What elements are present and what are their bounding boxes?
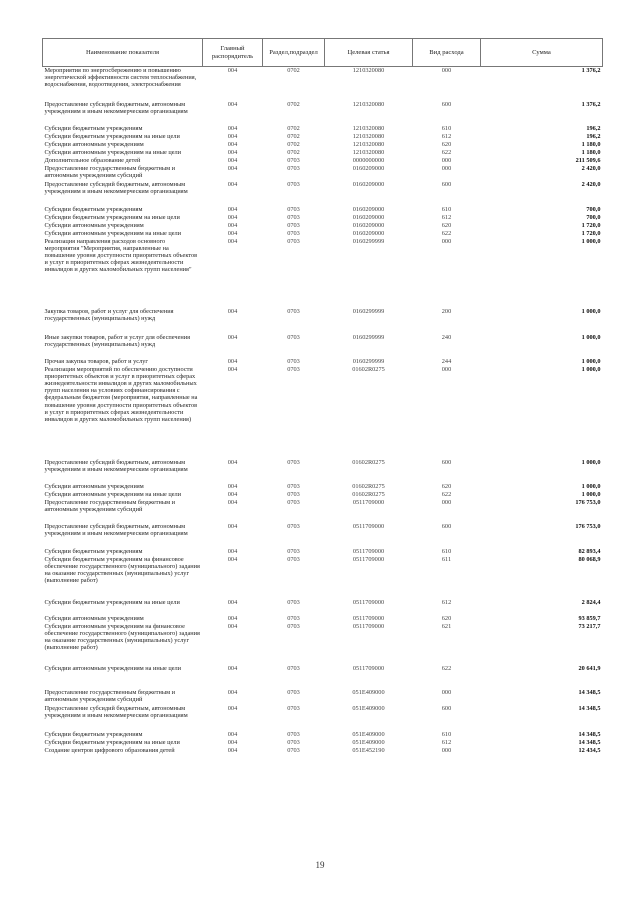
row-expense-code: 610 xyxy=(441,124,452,132)
row-manager-code: 004 xyxy=(227,614,238,622)
row-sum: 2 420,0 xyxy=(581,180,601,188)
row-expense-code: 600 xyxy=(441,704,452,712)
table-row xyxy=(43,141,603,149)
row-section-code: 0703 xyxy=(287,307,300,315)
row-expense-code: 000 xyxy=(441,164,452,172)
row-sum: 14 348,5 xyxy=(578,688,601,696)
row-sum: 1 000,0 xyxy=(581,458,601,466)
row-manager-code: 004 xyxy=(227,688,238,696)
row-manager-code: 004 xyxy=(227,156,238,164)
row-manager-code: 004 xyxy=(227,164,238,172)
row-article-code: 0511709000 xyxy=(352,547,385,555)
row-sum: 196,2 xyxy=(586,132,601,140)
row-article-code: 051E409000 xyxy=(352,730,385,738)
row-name: Субсидии автономным учреждениям xyxy=(44,221,144,229)
row-expense-code: 600 xyxy=(441,458,452,466)
row-section-code: 0703 xyxy=(287,688,300,696)
row-manager-code: 004 xyxy=(227,664,238,672)
row-sum: 1 720,0 xyxy=(581,229,601,237)
row-expense-code: 612 xyxy=(441,598,452,606)
row-expense-code: 000 xyxy=(441,67,452,74)
table-row xyxy=(43,491,603,499)
row-sum: 14 348,5 xyxy=(578,730,601,738)
row-section-code: 0703 xyxy=(287,213,300,221)
row-expense-code: 600 xyxy=(441,100,452,108)
row-section-code: 0702 xyxy=(287,148,300,156)
row-sum: 1 000,0 xyxy=(581,365,601,373)
row-section-code: 0703 xyxy=(287,205,300,213)
row-expense-code: 612 xyxy=(441,132,452,140)
row-section-code: 0703 xyxy=(287,357,300,365)
table-row xyxy=(43,214,603,222)
row-manager-code: 004 xyxy=(227,357,238,365)
row-article-code: 0511709000 xyxy=(352,664,385,672)
row-expense-code: 600 xyxy=(441,180,452,188)
row-section-code: 0703 xyxy=(287,522,300,530)
row-section-code: 0703 xyxy=(287,547,300,555)
row-article-code: 0511709000 xyxy=(352,555,385,563)
row-article-code: 0160299999 xyxy=(352,333,385,341)
table-row xyxy=(43,548,603,556)
row-sum: 700,0 xyxy=(586,205,601,213)
row-section-code: 0703 xyxy=(287,237,300,245)
row-name: Субсидии бюджетным учреждениям на иные цели xyxy=(44,598,180,606)
table-row xyxy=(43,67,603,101)
row-section-code: 0703 xyxy=(287,614,300,622)
row-sum: 73 217,7 xyxy=(578,622,601,630)
table-row xyxy=(43,206,603,214)
row-article-code: 1210320080 xyxy=(352,124,385,132)
row-manager-code: 004 xyxy=(227,148,238,156)
row-expense-code: 000 xyxy=(441,498,452,506)
row-article-code: 0160299999 xyxy=(352,237,385,245)
row-sum: 2 824,4 xyxy=(581,598,601,606)
row-sum: 14 348,5 xyxy=(578,704,601,712)
row-manager-code: 004 xyxy=(227,730,238,738)
row-manager-code: 004 xyxy=(227,237,238,245)
table-row xyxy=(43,556,603,599)
table-row xyxy=(43,731,603,739)
table-row xyxy=(43,238,603,308)
row-manager-code: 004 xyxy=(227,180,238,188)
row-sum: 12 434,5 xyxy=(578,746,601,754)
row-expense-code: 620 xyxy=(441,614,452,622)
row-manager-code: 004 xyxy=(227,140,238,148)
row-manager-code: 004 xyxy=(227,100,238,108)
row-section-code: 0703 xyxy=(287,738,300,746)
row-expense-code: 620 xyxy=(441,221,452,229)
table-row xyxy=(43,181,603,206)
table-row xyxy=(43,149,603,157)
row-section-code: 0703 xyxy=(287,598,300,606)
row-section-code: 0703 xyxy=(287,164,300,172)
row-manager-code: 004 xyxy=(227,365,238,373)
row-article-code: 01602R0275 xyxy=(352,490,385,498)
row-article-code: 051E409000 xyxy=(352,688,385,696)
row-manager-code: 004 xyxy=(227,622,238,630)
row-name: Субсидии бюджетным учреждениям xyxy=(44,547,143,555)
header-section: Раздел,подраздел xyxy=(263,39,325,67)
row-article-code: 1210320080 xyxy=(352,140,385,148)
row-name: Реализация мероприятий по обеспечению доступности приоритетных объектов и услуг в приоритетных сферах жизнедеятельности инвалидов и других маломобильных групп населения на условиях софинансирования с федеральным бюджетом (мероприятия, направленные на повышение уровня доступности приоритетных объектов и услуг в приоритетных сферах жизнедеятельности инвалидов и других маломобильных групп населения) xyxy=(44,365,198,423)
row-manager-code: 004 xyxy=(227,205,238,213)
table-row xyxy=(43,705,603,731)
row-manager-code: 004 xyxy=(227,704,238,712)
row-sum: 1 180,0 xyxy=(581,140,601,148)
row-section-code: 0703 xyxy=(287,229,300,237)
row-expense-code: 610 xyxy=(441,730,452,738)
table-row xyxy=(43,523,603,548)
row-article-code: 0160209000 xyxy=(352,213,385,221)
row-expense-code: 621 xyxy=(441,622,452,630)
row-sum: 1 720,0 xyxy=(581,221,601,229)
row-expense-code: 000 xyxy=(441,237,452,245)
row-name: Закупка товаров, работ и услуг для обеспечения государственных (муниципальных) нужд xyxy=(44,307,174,322)
row-name: Дополнительное образование детей xyxy=(44,156,141,164)
row-section-code: 0703 xyxy=(287,458,300,466)
row-sum: 1 376,2 xyxy=(581,100,601,108)
table-row xyxy=(43,358,603,366)
row-sum: 211 509,6 xyxy=(575,156,601,164)
row-name: Субсидии автономным учреждениям на иные цели xyxy=(44,229,182,237)
table-row xyxy=(43,230,603,238)
table-row xyxy=(43,165,603,181)
row-name: Реализация направления расходов основного мероприятия "Мероприятия, направленные на повышение уровня доступности приоритетных объектов и услуг в приоритетных сферах жизнедеятельности инвалидов и других маломобильных групп населения" xyxy=(44,237,198,274)
row-manager-code: 004 xyxy=(227,555,238,563)
row-expense-code: 000 xyxy=(441,746,452,754)
row-expense-code: 200 xyxy=(441,307,452,315)
row-article-code: 0511709000 xyxy=(352,498,385,506)
row-sum: 14 348,5 xyxy=(578,738,601,746)
row-manager-code: 004 xyxy=(227,746,238,754)
row-section-code: 0703 xyxy=(287,498,300,506)
row-article-code: 0000000000 xyxy=(352,156,385,164)
row-section-code: 0702 xyxy=(287,132,300,140)
row-name: Создание центров цифрового образования детей xyxy=(44,746,175,754)
table-row xyxy=(43,459,603,483)
row-manager-code: 004 xyxy=(227,229,238,237)
row-article-code: 1210320080 xyxy=(352,132,385,140)
row-name: Субсидии автономным учреждениям на иные цели xyxy=(44,148,182,156)
row-article-code: 0511709000 xyxy=(352,522,385,530)
table-row xyxy=(43,308,603,334)
header-expense-type: Вид расхода xyxy=(413,39,481,67)
row-sum: 1 180,0 xyxy=(581,148,601,156)
row-manager-code: 004 xyxy=(227,458,238,466)
table-row xyxy=(43,157,603,165)
row-name: Субсидии автономным учреждениям на иные цели xyxy=(44,664,182,672)
table-row xyxy=(43,739,603,747)
row-article-code: 0160209000 xyxy=(352,221,385,229)
row-section-code: 0702 xyxy=(287,124,300,132)
row-section-code: 0702 xyxy=(287,100,300,108)
row-sum: 1 000,0 xyxy=(581,490,601,498)
row-sum: 1 000,0 xyxy=(581,237,601,245)
row-sum: 2 420,0 xyxy=(581,164,601,172)
row-section-code: 0702 xyxy=(287,140,300,148)
table-row xyxy=(43,665,603,689)
row-article-code: 1210320080 xyxy=(352,148,385,156)
table-header-row xyxy=(43,39,603,67)
header-name: Наименование показателя xyxy=(43,39,203,67)
row-name: Субсидии автономным учреждениям xyxy=(44,614,144,622)
row-manager-code: 004 xyxy=(227,67,238,74)
row-name: Субсидии бюджетным учреждениям xyxy=(44,124,143,132)
row-sum: 176 753,0 xyxy=(575,522,601,530)
row-sum: 1 376,2 xyxy=(581,67,601,74)
row-article-code: 0511709000 xyxy=(352,614,385,622)
row-expense-code: 240 xyxy=(441,333,452,341)
row-sum: 700,0 xyxy=(586,213,601,221)
row-expense-code: 000 xyxy=(441,365,452,373)
row-expense-code: 622 xyxy=(441,148,452,156)
row-article-code: 051E409000 xyxy=(352,738,385,746)
header-article: Целевая статья xyxy=(325,39,413,67)
budget-table xyxy=(42,38,603,755)
row-name: Предоставление субсидий бюджетным, автономным учреждениям и иным некоммерческим организациям xyxy=(44,458,188,473)
row-article-code: 0160209000 xyxy=(352,205,385,213)
row-manager-code: 004 xyxy=(227,738,238,746)
page-number: 19 xyxy=(315,860,325,870)
row-expense-code: 612 xyxy=(441,213,452,221)
row-sum: 1 000,0 xyxy=(581,482,601,490)
row-article-code: 01602R0275 xyxy=(352,458,385,466)
row-article-code: 0160209000 xyxy=(352,164,385,172)
table-row xyxy=(43,747,603,755)
row-sum: 176 753,0 xyxy=(575,498,601,506)
row-name: Предоставление субсидий бюджетным, автономным учреждениям и иным некоммерческим организациям xyxy=(44,100,188,115)
row-name: Предоставление субсидий бюджетным, автономным учреждениям и иным некоммерческим организациям xyxy=(44,704,188,719)
row-expense-code: 620 xyxy=(441,140,452,148)
row-section-code: 0703 xyxy=(287,365,300,373)
row-manager-code: 004 xyxy=(227,522,238,530)
row-manager-code: 004 xyxy=(227,482,238,490)
row-manager-code: 004 xyxy=(227,598,238,606)
row-name: Субсидии автономным учреждениям на финансовое обеспечение государственного (муниципального) задания на оказание государственных (муниципальных) услуг (выполнение работ) xyxy=(44,622,200,652)
row-expense-code: 622 xyxy=(441,490,452,498)
row-section-code: 0703 xyxy=(287,180,300,188)
row-name: Субсидии бюджетным учреждениям на иные цели xyxy=(44,132,180,140)
row-article-code: 01602R0275 xyxy=(352,365,385,373)
row-expense-code: 622 xyxy=(441,664,452,672)
row-expense-code: 600 xyxy=(441,522,452,530)
row-sum: 80 068,9 xyxy=(578,555,601,563)
row-name: Предоставление государственным бюджетным и автономным учреждениям субсидий xyxy=(44,688,176,703)
row-article-code: 051E452190 xyxy=(352,746,385,754)
row-manager-code: 004 xyxy=(227,547,238,555)
row-manager-code: 004 xyxy=(227,221,238,229)
row-section-code: 0703 xyxy=(287,704,300,712)
row-section-code: 0703 xyxy=(287,482,300,490)
row-sum: 1 000,0 xyxy=(581,333,601,341)
row-article-code: 0160299999 xyxy=(352,357,385,365)
row-expense-code: 244 xyxy=(441,357,452,365)
row-article-code: 0511709000 xyxy=(352,622,385,630)
table-row xyxy=(43,101,603,125)
row-name: Предоставление государственным бюджетным и автономным учреждениям субсидий xyxy=(44,498,176,513)
row-article-code: 0160299999 xyxy=(352,307,385,315)
row-name: Субсидии бюджетным учреждениям на иные цели xyxy=(44,738,180,746)
row-manager-code: 004 xyxy=(227,307,238,315)
row-sum: 93 859,7 xyxy=(578,614,601,622)
row-name: Субсидии бюджетным учреждениям xyxy=(44,730,143,738)
row-section-code: 0703 xyxy=(287,730,300,738)
row-section-code: 0703 xyxy=(287,664,300,672)
row-section-code: 0703 xyxy=(287,490,300,498)
table-row xyxy=(43,615,603,623)
row-article-code: 0160209000 xyxy=(352,180,385,188)
row-manager-code: 004 xyxy=(227,213,238,221)
row-name: Иные закупки товаров, работ и услуг для обеспечения государственных (муниципальных) нужд xyxy=(44,333,191,348)
table-row xyxy=(43,689,603,705)
row-section-code: 0703 xyxy=(287,746,300,754)
row-name: Субсидии бюджетным учреждениям на иные цели xyxy=(44,213,180,221)
row-expense-code: 610 xyxy=(441,547,452,555)
row-sum: 20 641,9 xyxy=(578,664,601,672)
row-article-code: 0160209000 xyxy=(352,229,385,237)
header-manager: Главный распорядитель xyxy=(203,39,263,67)
row-name: Предоставление государственным бюджетным и автономным учреждениям субсидий xyxy=(44,164,176,179)
row-sum: 1 000,0 xyxy=(581,307,601,315)
row-expense-code: 610 xyxy=(441,205,452,213)
header-sum: Сумма xyxy=(481,39,603,67)
row-section-code: 0703 xyxy=(287,555,300,563)
row-section-code: 0703 xyxy=(287,333,300,341)
table-row xyxy=(43,483,603,491)
row-expense-code: 622 xyxy=(441,229,452,237)
row-sum: 196,2 xyxy=(586,124,601,132)
table-row xyxy=(43,125,603,133)
row-name: Мероприятия по энергосбережению и повышению энергетической эффективности систем теплоснабжения, водоснабжения, водоотведения, электроснабжения xyxy=(44,67,197,89)
row-manager-code: 004 xyxy=(227,132,238,140)
table-row xyxy=(43,623,603,665)
row-name: Субсидии автономным учреждениям на иные цели xyxy=(44,490,182,498)
row-article-code: 1210320080 xyxy=(352,67,385,74)
row-name: Субсидии бюджетным учреждениям xyxy=(44,205,143,213)
row-article-code: 01602R0275 xyxy=(352,482,385,490)
row-name: Предоставление субсидий бюджетным, автономным учреждениям и иным некоммерческим организациям xyxy=(44,180,188,195)
row-expense-code: 000 xyxy=(441,688,452,696)
table-row xyxy=(43,599,603,615)
row-article-code: 1210320080 xyxy=(352,100,385,108)
row-expense-code: 611 xyxy=(441,555,452,563)
row-name: Предоставление субсидий бюджетным, автономным учреждениям и иным некоммерческим организациям xyxy=(44,522,188,537)
row-manager-code: 004 xyxy=(227,490,238,498)
row-name: Субсидии бюджетным учреждениям на финансовое обеспечение государственного (муниципального) задания на оказание государственных (муниципальных) услуг (выполнение работ) xyxy=(44,555,200,585)
table-row xyxy=(43,334,603,358)
row-section-code: 0703 xyxy=(287,156,300,164)
row-section-code: 0703 xyxy=(287,622,300,630)
table-row xyxy=(43,222,603,230)
row-name: Субсидии автономным учреждениям xyxy=(44,140,144,148)
row-expense-code: 000 xyxy=(441,156,452,164)
row-name: Прочая закупка товаров, работ и услуг xyxy=(44,357,148,365)
row-manager-code: 004 xyxy=(227,333,238,341)
row-name: Субсидии автономным учреждениям xyxy=(44,482,144,490)
row-expense-code: 612 xyxy=(441,738,452,746)
row-sum: 1 000,0 xyxy=(581,357,601,365)
row-section-code: 0702 xyxy=(287,67,300,74)
table-row xyxy=(43,133,603,141)
row-article-code: 0511709000 xyxy=(352,598,385,606)
row-sum: 82 893,4 xyxy=(578,547,601,555)
table-row xyxy=(43,366,603,459)
table-row xyxy=(43,499,603,523)
row-expense-code: 620 xyxy=(441,482,452,490)
row-manager-code: 004 xyxy=(227,124,238,132)
row-manager-code: 004 xyxy=(227,498,238,506)
row-article-code: 051E409000 xyxy=(352,704,385,712)
row-section-code: 0703 xyxy=(287,221,300,229)
